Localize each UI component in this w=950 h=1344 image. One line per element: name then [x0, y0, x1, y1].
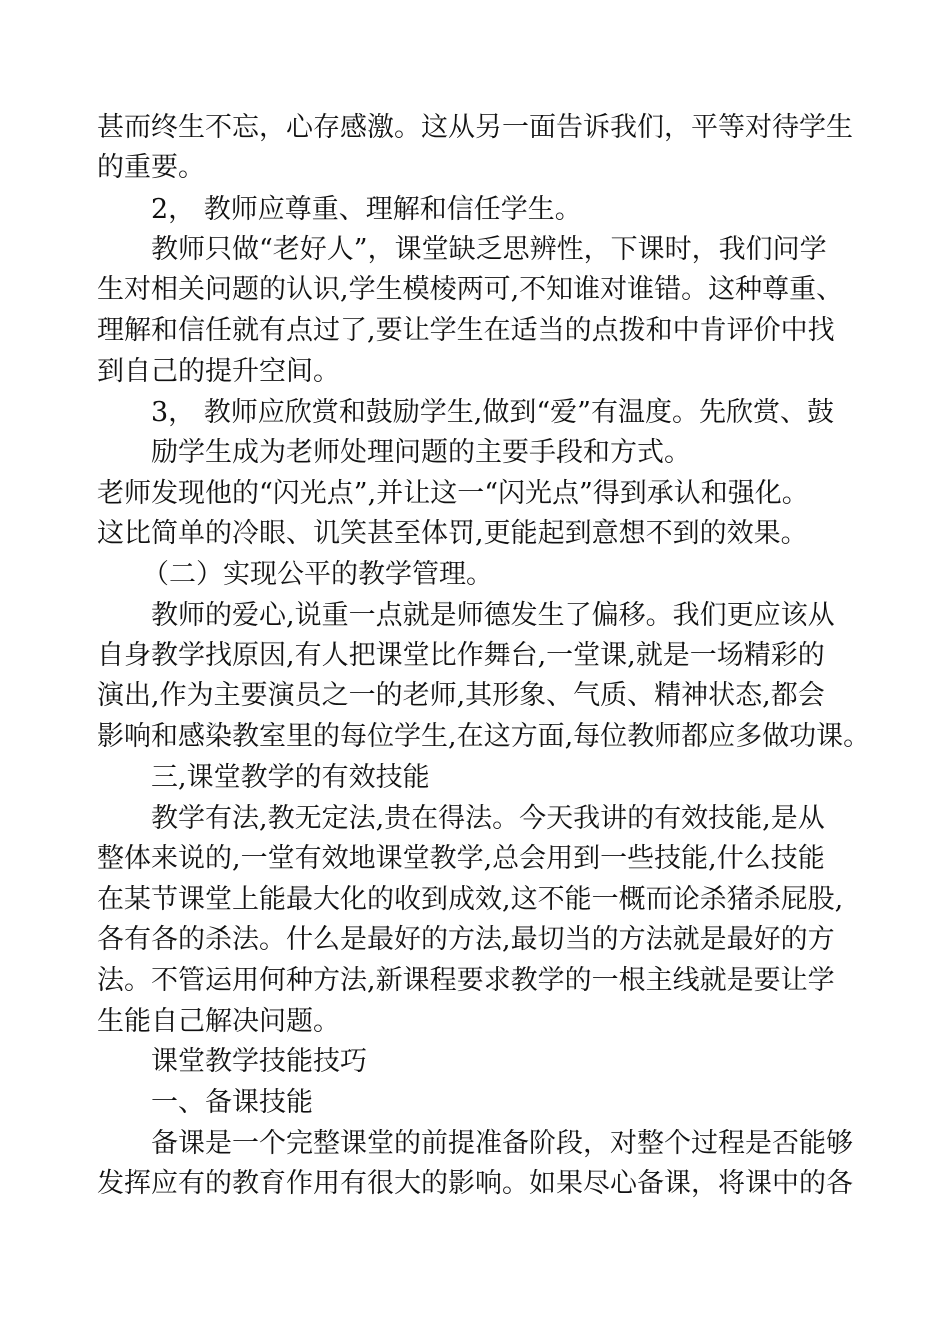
text-line: 在某节课堂上能最大化的收到成效,这不能一概而论杀猪杀屁股,	[97, 884, 844, 915]
text-line: 教师只做“老好人”，课堂缺乏思辨性，下课时，我们问学	[151, 234, 827, 265]
text-line: 法。不管运用何种方法,新课程要求教学的一根主线就是要让学	[97, 965, 835, 996]
text-line: 的重要。	[97, 152, 205, 183]
text-line: 理解和信任就有点过了,要让学生在适当的点拨和中肯评价中找	[97, 315, 835, 346]
text-line: 教师的爱心,说重一点就是师德发生了偏移。我们更应该从	[151, 600, 835, 631]
text-line: 甚而终生不忘，心存感激。这从另一面告诉我们，平等对待学生	[97, 112, 853, 143]
section-heading: 2， 教师应尊重、理解和信任学生。	[151, 194, 582, 225]
text-line: 老师发现他的“闪光点”,并让这一“闪光点”得到承认和强化。	[97, 478, 809, 509]
text-line: 各有各的杀法。什么是最好的方法,最切当的方法就是最好的方	[97, 924, 835, 955]
section-heading: （二）实现公平的教学管理。	[142, 559, 493, 590]
text-line: 发挥应有的教育作用有很大的影响。如果尽心备课，将课中的各	[97, 1168, 853, 1199]
text-line: 到自己的提升空间。	[97, 356, 340, 387]
text-line: 备课是一个完整课堂的前提准备阶段，对整个过程是否能够	[151, 1128, 853, 1159]
section-heading: 3， 教师应欣赏和鼓励学生,做到“爱”有温度。先欣赏、鼓	[151, 397, 834, 428]
text-line: 演出,作为主要演员之一的老师,其形象、气质、精神状态,都会	[97, 680, 825, 711]
text-line: 这比简单的冷眼、讥笑甚至体罚,更能起到意想不到的效果。	[97, 518, 808, 549]
section-heading: 一、备课技能	[151, 1087, 313, 1118]
text-line: 整体来说的,一堂有效地课堂教学,总会用到一些技能,什么技能	[97, 843, 825, 874]
section-heading: 三,课堂教学的有效技能	[151, 762, 430, 793]
text-line: 励学生成为老师处理问题的主要手段和方式。	[151, 437, 691, 468]
text-line: 影响和感染教室里的每位学生,在这方面,每位教师都应多做功课。	[97, 721, 871, 752]
text-line: 生对相关问题的认识,学生模棱两可,不知谁对谁错。这种尊重、	[97, 274, 844, 305]
section-heading: 课堂教学技能技巧	[151, 1046, 367, 1077]
text-line: 自身教学找原因,有人把课堂比作舞台,一堂课,就是一场精彩的	[97, 640, 825, 671]
text-line: 教学有法,教无定法,贵在得法。今天我讲的有效技能,是从	[151, 803, 825, 834]
text-line: 生能自己解决问题。	[97, 1006, 340, 1037]
